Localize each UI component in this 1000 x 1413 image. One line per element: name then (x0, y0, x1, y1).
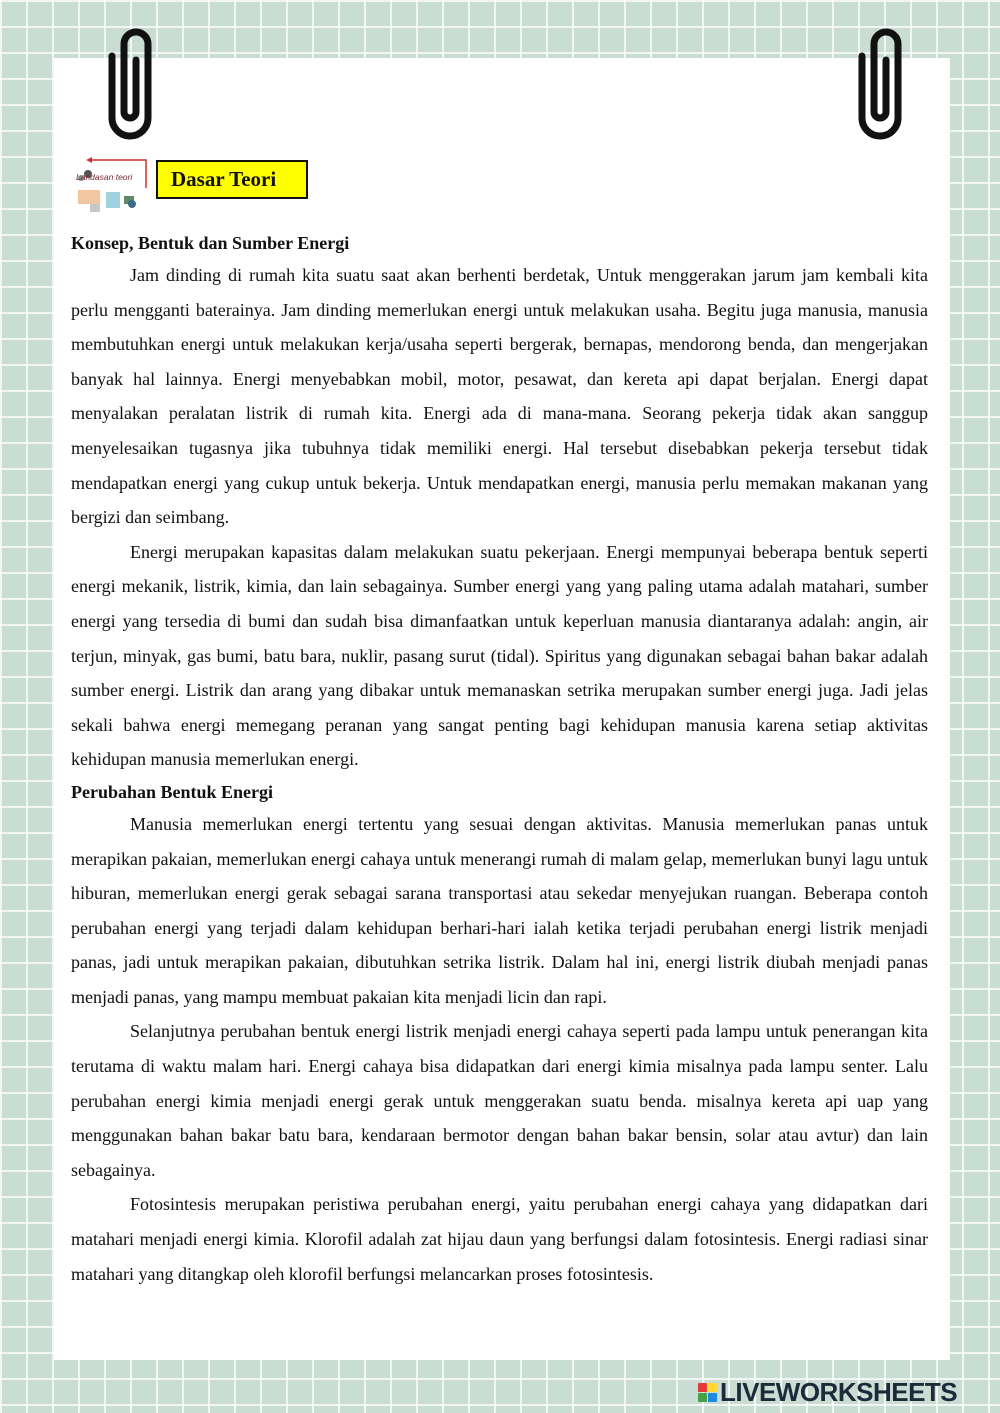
paperclip-icon (98, 26, 162, 146)
liveworksheets-icon (698, 1383, 717, 1402)
paragraph: Energi merupakan kapasitas dalam melakukan suatu pekerjaan. Energi mempunyai beberapa bentuk seperti energi mekanik, listrik, kimia, dan lain sebagainya. Sumber energi yang yang paling utama adalah matahari, sumber energi yang tersedia di bumi dan sudah bisa dimanfaatkan untuk keperluan manusia diantaranya adalah: angin, air terjun, minyak, gas bumi, batu bara, nuklir, pasang surut (tidal). Spiritus yang digunakan sebagai bahan bakar adalah sumber energi. Listrik dan arang yang dibakar untuk memanaskan setrika merupakan sumber energi juga. Jadi jelas sekali bahwa energi memegang peranan yang sangat penting bagi kehidupan manusia karena setiap aktivitas kehidupan manusia memerlukan energi. (71, 541, 928, 770)
theory-logo-label: Landasan teori (76, 172, 133, 182)
brand-block (708, 1393, 717, 1402)
brand-block (708, 1383, 717, 1392)
section-title-badge: Dasar Teori (156, 160, 308, 199)
paragraph: Fotosintesis merupakan peristiwa perubahan energi, yaitu perubahan energi cahaya yang didapatkan dari matahari menjadi energi kimia. Klorofil adalah zat hijau daun yang berfungsi dalam fotosintesis. Energi radiasi sinar matahari yang ditangkap oleh klorofil berfungsi melancarkan proses fotosintesis. (71, 1194, 928, 1284)
brand-block (698, 1393, 707, 1402)
brand-text: LIVEWORKSHEETS (720, 1376, 958, 1407)
paragraph: Manusia memerlukan energi tertentu yang sesuai dengan aktivitas. Manusia memerlukan panas untuk merapikan pakaian, memerlukan energi cahaya untuk menerangi rumah di malam gelap, memerlukan bunyi lagu untuk hiburan, memerlukan energi gerak sebagai sarana transportasi atau sekedar menyejukan ruangan. Beberapa contoh perubahan energi yang terjadi dalam kehidupan berhari-hari ialah ketika terjadi perubahan energi listrik menjadi panas, jadi untuk merapikan pakaian, dibutuhkan setrika listrik. Dalam hal ini, energi listrik diubah menjadi panas menjadi panas, yang mampu membuat pakaian kita menjadi licin dan rapi. (71, 813, 928, 1007)
section-heading: Konsep, Bentuk dan Sumber Energi (71, 233, 350, 253)
liveworksheets-logo[interactable] (698, 1377, 957, 1407)
worksheet-content (71, 228, 928, 1291)
paperclip-icon (848, 26, 912, 146)
brand-block (698, 1383, 707, 1392)
section-heading: Perubahan Bentuk Energi (71, 781, 274, 802)
paragraph: Selanjutnya perubahan bentuk energi listrik menjadi energi cahaya seperti pada lampu untuk penerangan kita terutama di waktu malam hari. Energi cahaya bisa didapatkan dari energi kimia misalnya pada lampu senter. Lalu perubahan energi kimia menjadi energi gerak untuk menggerakan suatu benda. misalnya kereta api uap yang menggunakan bahan bakar batu bara, kendaraan bermotor dengan bahan bakar bensin, solar atau avtur) dan lain sebagainya. (71, 1021, 928, 1180)
theory-logo-icon (72, 156, 150, 214)
paragraph: Jam dinding di rumah kita suatu saat akan berhenti berdetak, Untuk menggerakan jarum jam kembali kita perlu mengganti baterainya. Jam dinding memerlukan energi untuk melakukan usaha. Begitu juga manusia, manusia membutuhkan energi untuk melakukan kerja/usaha seperti bergerak, bernapas, mendorong benda, dan mengerjakan banyak hal lainnya. Energi menyebabkan mobil, motor, pesawat, dan kereta api dapat berjalan. Energi dapat menyalakan peralatan listrik di rumah kita. Energi ada di mana-mana. Seorang pekerja tidak akan sanggup menyelesaikan tugasnya jika tubuhnya tidak memiliki energi. Hal tersebut disebabkan pekerja tersebut tidak mendapatkan energi yang cukup untuk bekerja. Untuk mendapatkan energi, manusia perlu memakan makanan yang bergizi dan seimbang. (71, 265, 928, 528)
